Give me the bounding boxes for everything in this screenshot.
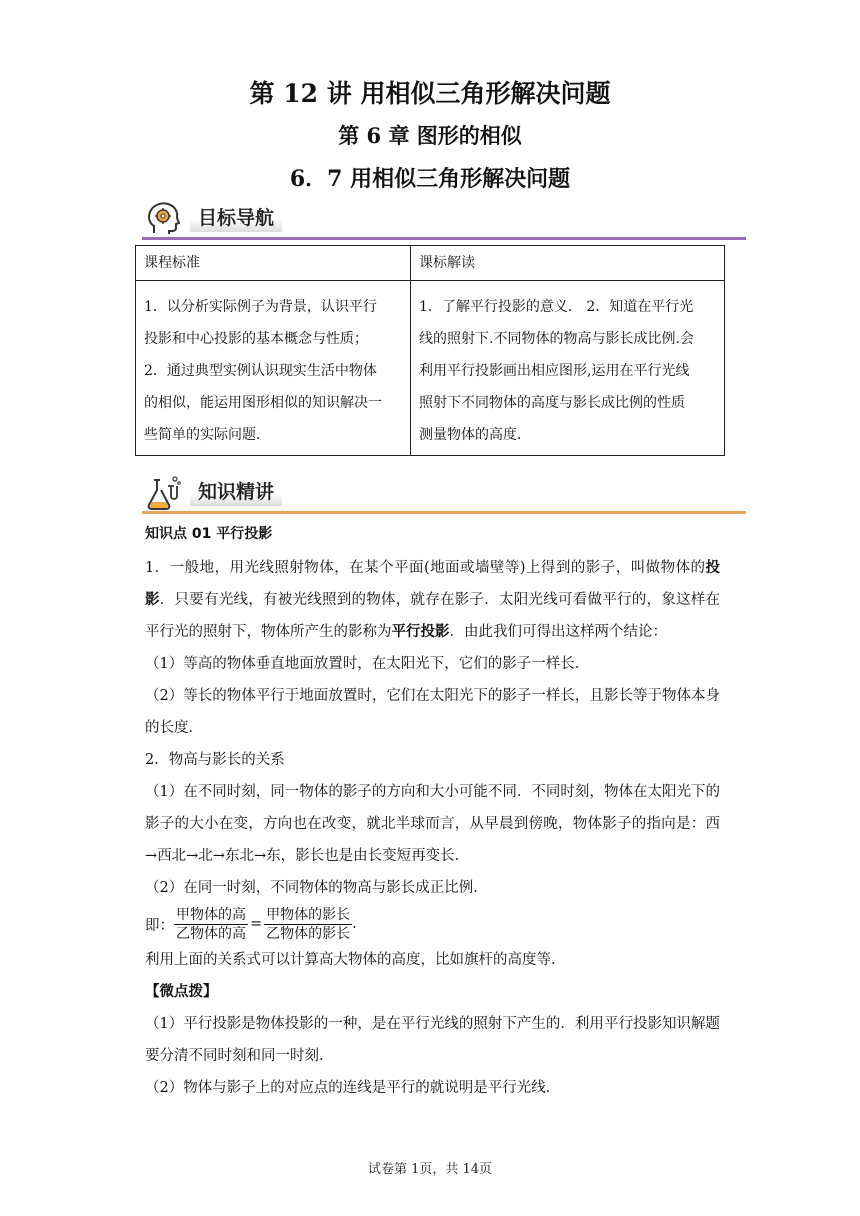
cell-line: 测量物体的高度．	[419, 427, 531, 443]
banner-rule	[142, 237, 746, 240]
table-cell-standard	[136, 281, 411, 456]
table-cell-interpretation	[411, 281, 725, 456]
lab-flask-icon	[144, 474, 182, 512]
fraction-denominator: 乙物体的高	[176, 925, 246, 942]
paragraph-5: （1）在不同时刻，同一物体的影子的方向和大小可能不同．不同时刻，物体在太阳光下的影子的大小在变，方向也在改变，就北半球而言，从早晨到傍晚，物体影子的指向是：西→西北→北→东北→东，影长也是由长变短再变长．	[145, 784, 720, 864]
fraction-numerator: 甲物体的影长	[266, 906, 351, 923]
cell-line: 1．以分析实际例子为背景，认识平行	[144, 299, 377, 315]
paragraph-2: （1）等高的物体垂直地面放置时，在太阳光下，它们的影子一样长．	[145, 656, 590, 672]
cell-line: 些简单的实际问题．	[144, 427, 270, 443]
bold-term: 投	[705, 559, 720, 576]
cell-line: 线的照射下.不同物体的物高与影长成比例.会	[419, 331, 694, 347]
knowledge-content	[145, 520, 720, 1104]
banner-rule	[142, 511, 746, 514]
equals-sign: =	[250, 916, 263, 932]
cell-line: 的相似，能运用图形相似的知识解决一	[144, 395, 382, 411]
table-header-standard: 课程标准	[136, 246, 411, 281]
text-run: ．只要有光线，有被光线照到的物体，就存在影子．太阳光线可看做平行的，象这样在平行光的照射下，物体所产生的影称为	[145, 592, 720, 640]
bold-term: 平行投影	[391, 623, 450, 640]
section-title: 6．7 用相似三角形解决问题	[289, 166, 571, 192]
paragraph-1	[145, 552, 720, 648]
knowledge-point-title: 知识点 01 平行投影	[145, 526, 273, 542]
paragraph-6: （2）在同一时刻，不同物体的物高与影长成正比例．	[145, 880, 488, 896]
fraction-denominator: 乙物体的影长	[266, 925, 351, 942]
fraction-right	[264, 906, 352, 943]
cell-line: 投影和中心投影的基本概念与性质；	[144, 331, 368, 347]
formula-suffix: .	[352, 916, 357, 932]
head-gear-icon	[144, 200, 182, 238]
paragraph-7: 利用上面的关系式可以计算高大物体的高度，比如旗杆的高度等．	[145, 952, 566, 968]
cell-line: 2．通过典型实例认识现实生活中物体	[144, 363, 377, 379]
formula-prefix: 即：	[145, 917, 174, 934]
page-footer: 试卷第 1页，共 14页	[367, 1162, 493, 1177]
cell-line: 利用平行投影画出相应图形,运用在平行光线	[419, 363, 690, 379]
ratio-formula	[145, 904, 720, 944]
text-run: 1．一般地，用光线照射物体，在某个平面(地面或墙壁等)上得到的影子，叫做物体的	[145, 560, 706, 576]
curriculum-table	[135, 245, 725, 456]
knowledge-banner	[142, 474, 746, 514]
text-run: ．由此我们可得出这样两个结论：	[449, 624, 667, 640]
fraction-left	[174, 906, 248, 943]
lecture-title: 第 12 讲 用相似三角形解决问题	[249, 79, 611, 108]
tip-title: 【微点拨】	[145, 983, 218, 1000]
banner-label: 目标导航	[190, 204, 282, 232]
goal-navigation-banner	[142, 200, 746, 240]
table-row	[136, 281, 725, 456]
bold-term: 影	[145, 591, 160, 608]
tip-1: （1）平行投影是物体投影的一种，是在平行光线的照射下产生的．利用平行投影知识解题要分清不同时刻和同一时刻．	[145, 1016, 720, 1064]
table-header-interpretation: 课标解读	[411, 246, 725, 281]
cell-line: 照射下不同物体的高度与影长成比例的性质	[419, 395, 685, 411]
chapter-title: 第 6 章 图形的相似	[338, 123, 522, 148]
paragraph-3: （2）等长的物体平行于地面放置时，它们在太阳光下的影子一样长，且影长等于物体本身的长度．	[145, 688, 720, 736]
table-header-row	[136, 246, 725, 281]
paragraph-4: 2．物高与影长的关系	[145, 752, 285, 768]
cell-line: 1．了解平行投影的意义． 2．知道在平行光	[419, 299, 694, 315]
tip-2: （2）物体与影子上的对应点的连线是平行的就说明是平行光线．	[145, 1080, 561, 1096]
fraction-numerator: 甲物体的高	[176, 906, 246, 923]
banner-label: 知识精讲	[190, 478, 282, 506]
